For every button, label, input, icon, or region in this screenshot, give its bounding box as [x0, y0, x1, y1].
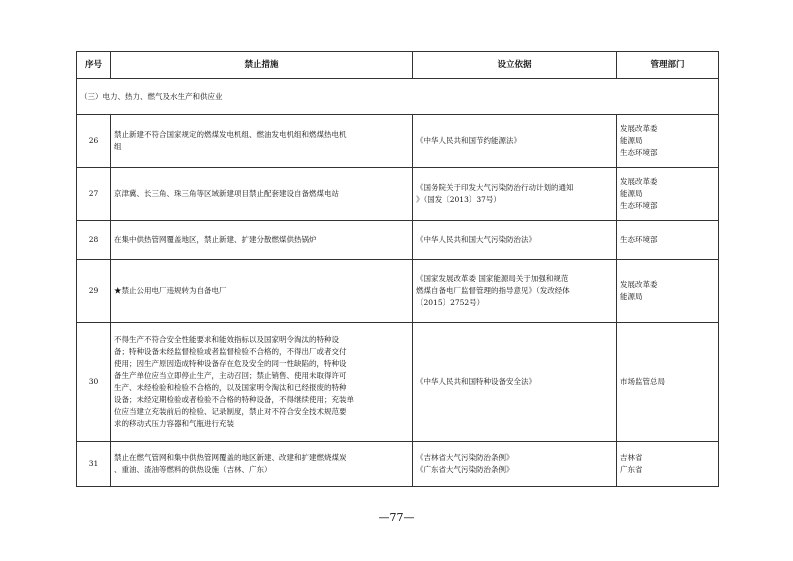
row-measure-line: 备；特种设备未经监督检验或者监督检验不合格的，不得出厂或者交付 — [114, 347, 347, 356]
row-dept-line: 能源局 — [620, 292, 643, 301]
page-number: —77— — [378, 511, 415, 524]
table-row — [77, 115, 719, 168]
row-basis-line: 《吉林省大气污染防治条例》 — [416, 453, 514, 462]
row-dept — [617, 260, 719, 323]
row-measure — [111, 221, 413, 260]
section-title: （三）电力、热力、燃气及水生产和供应业 — [77, 79, 719, 115]
row-dept-line: 能源局 — [620, 189, 643, 198]
row-basis-line: 燃煤自备电厂监督管理的指导意见》（发改经体 — [416, 286, 570, 295]
row-basis-line: 《中华人民共和国大气污染防治法》 — [416, 235, 536, 244]
row-dept-line: 生态环境部 — [620, 201, 658, 210]
row-dept-line: 发展改革委 — [620, 177, 658, 186]
row-basis — [413, 168, 617, 221]
row-measure — [111, 442, 413, 487]
row-dept-line: 生态环境部 — [620, 148, 658, 157]
row-dept — [617, 168, 719, 221]
row-dept-line: 能源局 — [620, 136, 643, 145]
measures-table — [76, 51, 719, 487]
row-measure-line: 京津冀、长三角、珠三角等区域新建项目禁止配套建设自备燃煤电站 — [114, 189, 339, 198]
table-row — [77, 442, 719, 487]
row-dept-line: 生态环境部 — [620, 235, 658, 244]
row-number: 27 — [77, 168, 111, 221]
row-basis-line: 《国务院关于印发大气污染防治行动计划的通知 — [416, 183, 574, 192]
row-dept — [617, 323, 719, 442]
row-measure-line: 备生产单位应当立即停止生产，主动召回；禁止销售、使用未取得许可 — [114, 371, 347, 380]
row-measure-line: 、重油、渣油等燃料的供热设施（吉林、广东） — [114, 465, 272, 474]
row-basis-line: 〔2015〕2752号） — [416, 298, 485, 307]
row-measure-line: 禁止在燃气管网和集中供热管网覆盖的地区新建、改建和扩建燃烧煤炭 — [114, 453, 347, 462]
row-dept — [617, 442, 719, 487]
row-dept-line: 市场监管总局 — [620, 377, 665, 386]
row-measure-line: 使用；因生产原因造成特种设备存在危及安全的同一性缺陷的，特种设 — [114, 359, 347, 368]
row-measure-line: 不得生产不符合安全性能要求和能效指标以及国家明令淘汰的特种设 — [114, 335, 339, 344]
row-dept — [617, 221, 719, 260]
row-dept-line: 吉林省 — [620, 453, 643, 462]
row-basis-line: 》（国发〔2013〕37号） — [416, 195, 501, 204]
row-basis — [413, 260, 617, 323]
row-basis-line: 《广东省大气污染防治条例》 — [416, 465, 514, 474]
row-number: 29 — [77, 260, 111, 323]
row-dept-line: 广东省 — [620, 465, 643, 474]
row-basis-line: 《中华人民共和国节约能源法》 — [416, 136, 521, 145]
row-basis — [413, 115, 617, 168]
row-basis-line: 《国家发展改革委 国家能源局关于加强和规范 — [416, 274, 569, 283]
row-measure-line: 设备；未经定期检验或者检验不合格的特种设备，不得继续使用；充装单 — [114, 395, 354, 404]
row-measure-line: 位应当建立充装前后的检验、记录制度，禁止对不符合安全技术规范要 — [114, 407, 347, 416]
row-number: 30 — [77, 323, 111, 442]
row-measure-line: 在集中供热管网覆盖地区，禁止新建、扩建分散燃煤供热锅炉 — [114, 235, 317, 244]
row-dept — [617, 115, 719, 168]
table-row — [77, 260, 719, 323]
row-measure — [111, 323, 413, 442]
row-measure-line: 禁止新建不符合国家规定的燃煤发电机组、燃油发电机组和燃煤热电机 — [114, 130, 347, 139]
table-row — [77, 221, 719, 260]
row-measure-line: 求的移动式压力容器和气瓶进行充装 — [114, 419, 234, 428]
row-basis — [413, 323, 617, 442]
header-no: 序号 — [77, 52, 111, 79]
row-measure — [111, 168, 413, 221]
table-row — [77, 323, 719, 442]
row-measure — [111, 115, 413, 168]
table-row — [77, 168, 719, 221]
header-row — [77, 52, 719, 79]
row-measure-line: 生产、未经检验和检验不合格的，以及国家明令淘汰和已经报废的特种 — [114, 383, 347, 392]
row-basis — [413, 442, 617, 487]
header-basis: 设立依据 — [413, 52, 617, 79]
header-measure: 禁止措施 — [111, 52, 413, 79]
section-row — [77, 79, 719, 115]
row-number: 28 — [77, 221, 111, 260]
row-measure — [111, 260, 413, 323]
row-basis-line: 《中华人民共和国特种设备安全法》 — [416, 377, 536, 386]
row-number: 31 — [77, 442, 111, 487]
row-measure-line: 组 — [114, 142, 122, 151]
header-dept: 管理部门 — [617, 52, 719, 79]
row-measure-line: ★禁止公用电厂违规转为自备电厂 — [114, 286, 227, 295]
row-number: 26 — [77, 115, 111, 168]
row-dept-line: 发展改革委 — [620, 124, 658, 133]
row-basis — [413, 221, 617, 260]
row-dept-line: 发展改革委 — [620, 280, 658, 289]
